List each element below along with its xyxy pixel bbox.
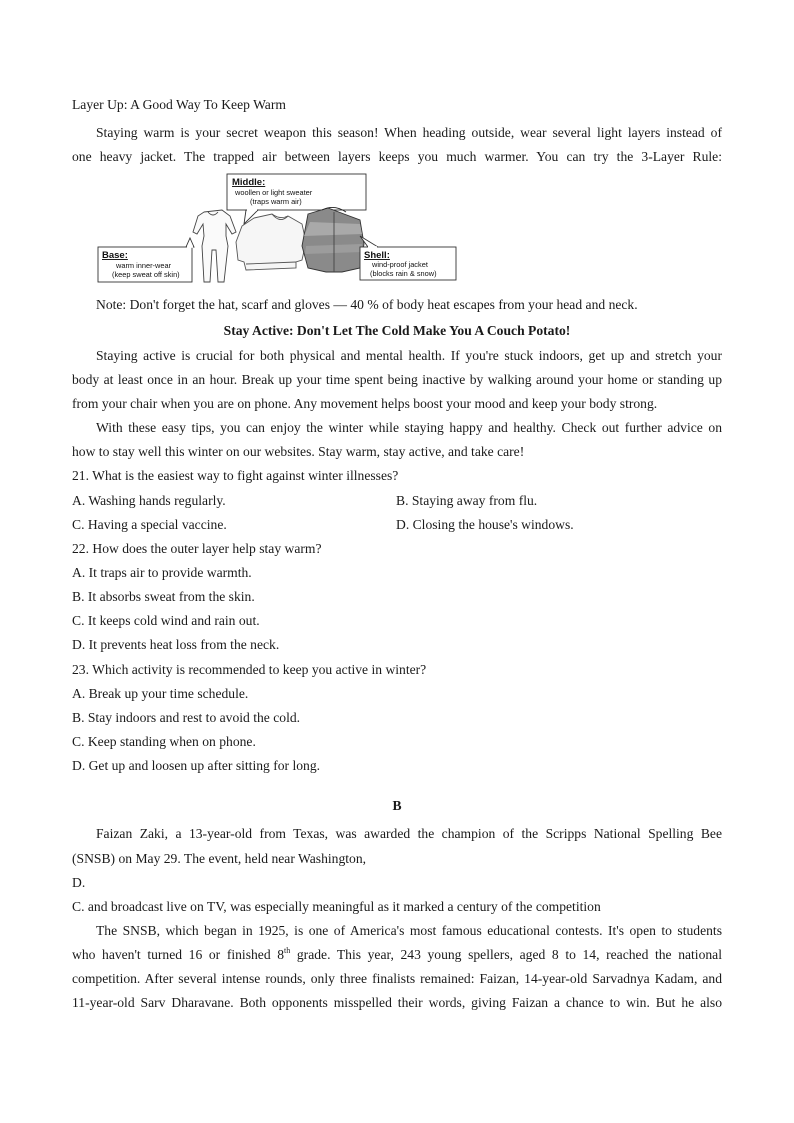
article-b-paragraph-line: Faizan Zaki, a 13-year-old from Texas, was awarded the champion of the Scripps National Spelling Bee [96, 826, 722, 841]
question-23-option-a: A. Break up your time schedule. [72, 686, 249, 701]
question-22-option-c: C. It keeps cold wind and rain out. [72, 613, 260, 628]
shell-layer-note: (blocks rain & snow) [370, 269, 437, 278]
grade-text-prefix: who haven't turned 16 or finished 8 [72, 947, 285, 962]
question-23-option-c: C. Keep standing when on phone. [72, 734, 256, 749]
base-layer-garment-icon [193, 210, 236, 282]
stray-option-d: D. [72, 875, 86, 890]
article-title: Layer Up: A Good Way To Keep Warm [72, 97, 286, 112]
question-22-stem: 22. How does the outer layer help stay warm? [72, 541, 322, 556]
question-23-option-b: B. Stay indoors and rest to avoid the cold. [72, 710, 301, 725]
middle-layer-note: (traps warm air) [250, 197, 302, 206]
base-layer-callout [98, 238, 194, 282]
question-21-stem: 21. What is the easiest way to fight against winter illnesses? [72, 468, 399, 483]
shell-layer-garment-icon [302, 207, 364, 272]
stray-option-c-line: C. and broadcast live on TV, was especially meaningful as it marked a century of the competition [72, 899, 601, 914]
base-layer-note: (keep sweat off skin) [112, 270, 180, 279]
shell-layer-desc: wind-proof jacket [372, 260, 428, 269]
question-21-option-c: C. Having a special vaccine. [72, 517, 227, 532]
ordinal-superscript: th [284, 946, 291, 955]
grade-text-suffix: grade. This year, 243 young spellers, aged 8 to 14, reached the national [290, 947, 722, 962]
article-b-paragraph-line: competition. After several intense rounds, only three finalists remained: Faizan, 14-year-old Sarvadnya Kadam, and [72, 971, 722, 986]
middle-layer-desc: woollen or light sweater [235, 188, 313, 197]
section-heading: Stay Active: Don't Let The Cold Make You A Couch Potato! [223, 323, 571, 338]
article-b-paragraph-line: 11-year-old Sarv Dharavane. Both opponents misspelled their words, giving Faizan a chance to win. But he also [72, 995, 722, 1010]
active-paragraph-line: body at least once in an hour. Break up your time spent being inactive by walking around your home or standing up [72, 372, 722, 387]
question-22-option-b: B. It absorbs sweat from the skin. [72, 589, 255, 604]
active-paragraph-line: from your chair when you are on phone. Any movement helps boost your mood and keep your body strong. [72, 396, 658, 411]
intro-paragraph-line: one heavy jacket. The trapped air between layers keeps you much warmer. You can try the 3-Layer Rule: [72, 149, 722, 164]
closing-paragraph-line: how to stay well this winter on our websites. Stay warm, stay active, and take care! [72, 444, 525, 459]
section-b-label: B [392, 798, 402, 813]
closing-paragraph-line: With these easy tips, you can enjoy the winter while staying happy and healthy. Check out further advice on [96, 420, 722, 435]
question-23-stem: 23. Which activity is recommended to keep you active in winter? [72, 662, 427, 677]
shell-layer-title: Shell: [364, 250, 390, 261]
figure-note: Note: Don't forget the hat, scarf and gloves — 40 % of body heat escapes from your head and neck. [96, 297, 638, 312]
article-b-paragraph-line [72, 946, 722, 963]
question-23-option-d: D. Get up and loosen up after sitting for long. [72, 758, 321, 773]
question-22-option-d: D. It prevents heat loss from the neck. [72, 637, 280, 652]
article-b-paragraph-line: (SNSB) on May 29. The event, held near Washington, [72, 851, 367, 866]
base-layer-title: Base: [102, 250, 128, 261]
base-layer-desc: warm inner-wear [116, 261, 172, 270]
active-paragraph-line: Staying active is crucial for both physical and mental health. If you're stuck indoors, get up and stretch your [96, 348, 722, 363]
intro-paragraph-line: Staying warm is your secret weapon this season! When heading outside, wear several light layers instead of [96, 125, 722, 140]
middle-layer-garment-icon [236, 214, 306, 270]
question-22-option-a: A. It traps air to provide warmth. [72, 565, 252, 580]
article-b-paragraph-line: The SNSB, which began in 1925, is one of America's most famous educational contests. It's open to students [96, 923, 722, 938]
question-21-option-b: B. Staying away from flu. [396, 493, 538, 508]
question-21-option-a: A. Washing hands regularly. [72, 493, 226, 508]
question-21-option-d: D. Closing the house's windows. [396, 517, 574, 532]
middle-layer-title: Middle: [232, 177, 266, 188]
shell-layer-callout [360, 236, 456, 280]
three-layer-clothing-figure [96, 172, 458, 284]
